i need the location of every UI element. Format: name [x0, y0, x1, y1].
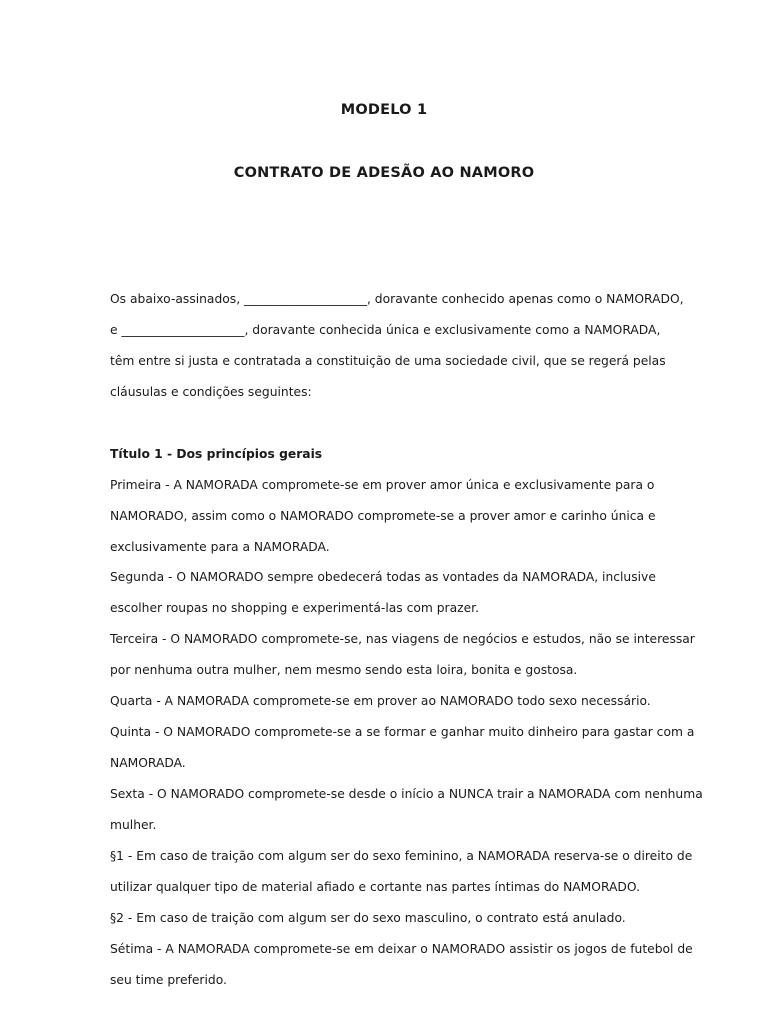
clause-line: Primeira - A NAMORADA compromete-se em prover amor única e exclusivamente para o [110, 478, 655, 492]
clause-line: exclusivamente para a NAMORADA. [110, 540, 330, 554]
clause-line: Sexta - O NAMORADO compromete-se desde o início a NUNCA trair a NAMORADA com nenhuma [110, 787, 703, 801]
clause-line: mulher. [110, 818, 157, 832]
document-title: CONTRATO DE ADESÃO AO NAMORO [233, 165, 535, 181]
clause-line: Terceira - O NAMORADO compromete-se, nas viagens de negócios e estudos, não se interessar [110, 632, 695, 646]
clause-line: Quarta - A NAMORADA compromete-se em prover ao NAMORADO todo sexo necessário. [110, 694, 651, 708]
clause-line: NAMORADO, assim como o NAMORADO compromete-se a prover amor e carinho única e [110, 509, 656, 523]
clause-line: Sétima - A NAMORADA compromete-se em deixar o NAMORADO assistir os jogos de futebol de [110, 942, 693, 956]
clause-line: NAMORADA. [110, 756, 186, 770]
clause-line: escolher roupas no shopping e experimentá-las com prazer. [110, 601, 480, 615]
clause-line: por nenhuma outra mulher, nem mesmo sendo esta loira, bonita e gostosa. [110, 663, 578, 677]
clause-line: Quinta - O NAMORADO compromete-se a se formar e ganhar muito dinheiro para gastar com a [110, 725, 695, 739]
intro-line: Os abaixo-assinados, ____________________, doravante conhecido apenas como o NAMORADO, [110, 292, 684, 306]
intro-line: cláusulas e condições seguintes: [110, 385, 312, 399]
section-title: Título 1 - Dos princípios gerais [110, 447, 323, 461]
document-heading: MODELO 1 [340, 102, 428, 118]
clause-line: §1 - Em caso de traição com algum ser do sexo feminino, a NAMORADA reserva-se o direito de [110, 849, 693, 863]
intro-line: e ____________________, doravante conhecida única e exclusivamente como a NAMORADA, [110, 323, 661, 337]
clause-line: seu time preferido. [110, 973, 227, 987]
clause-line: utilizar qualquer tipo de material afiado e cortante nas partes íntimas do NAMORADO. [110, 880, 640, 894]
intro-line: têm entre si justa e contratada a constituição de uma sociedade civil, que se regerá pelas [110, 354, 666, 368]
clause-line: §2 - Em caso de traição com algum ser do sexo masculino, o contrato está anulado. [110, 911, 626, 925]
clause-line: Segunda - O NAMORADO sempre obedecerá todas as vontades da NAMORADA, inclusive [110, 570, 656, 584]
